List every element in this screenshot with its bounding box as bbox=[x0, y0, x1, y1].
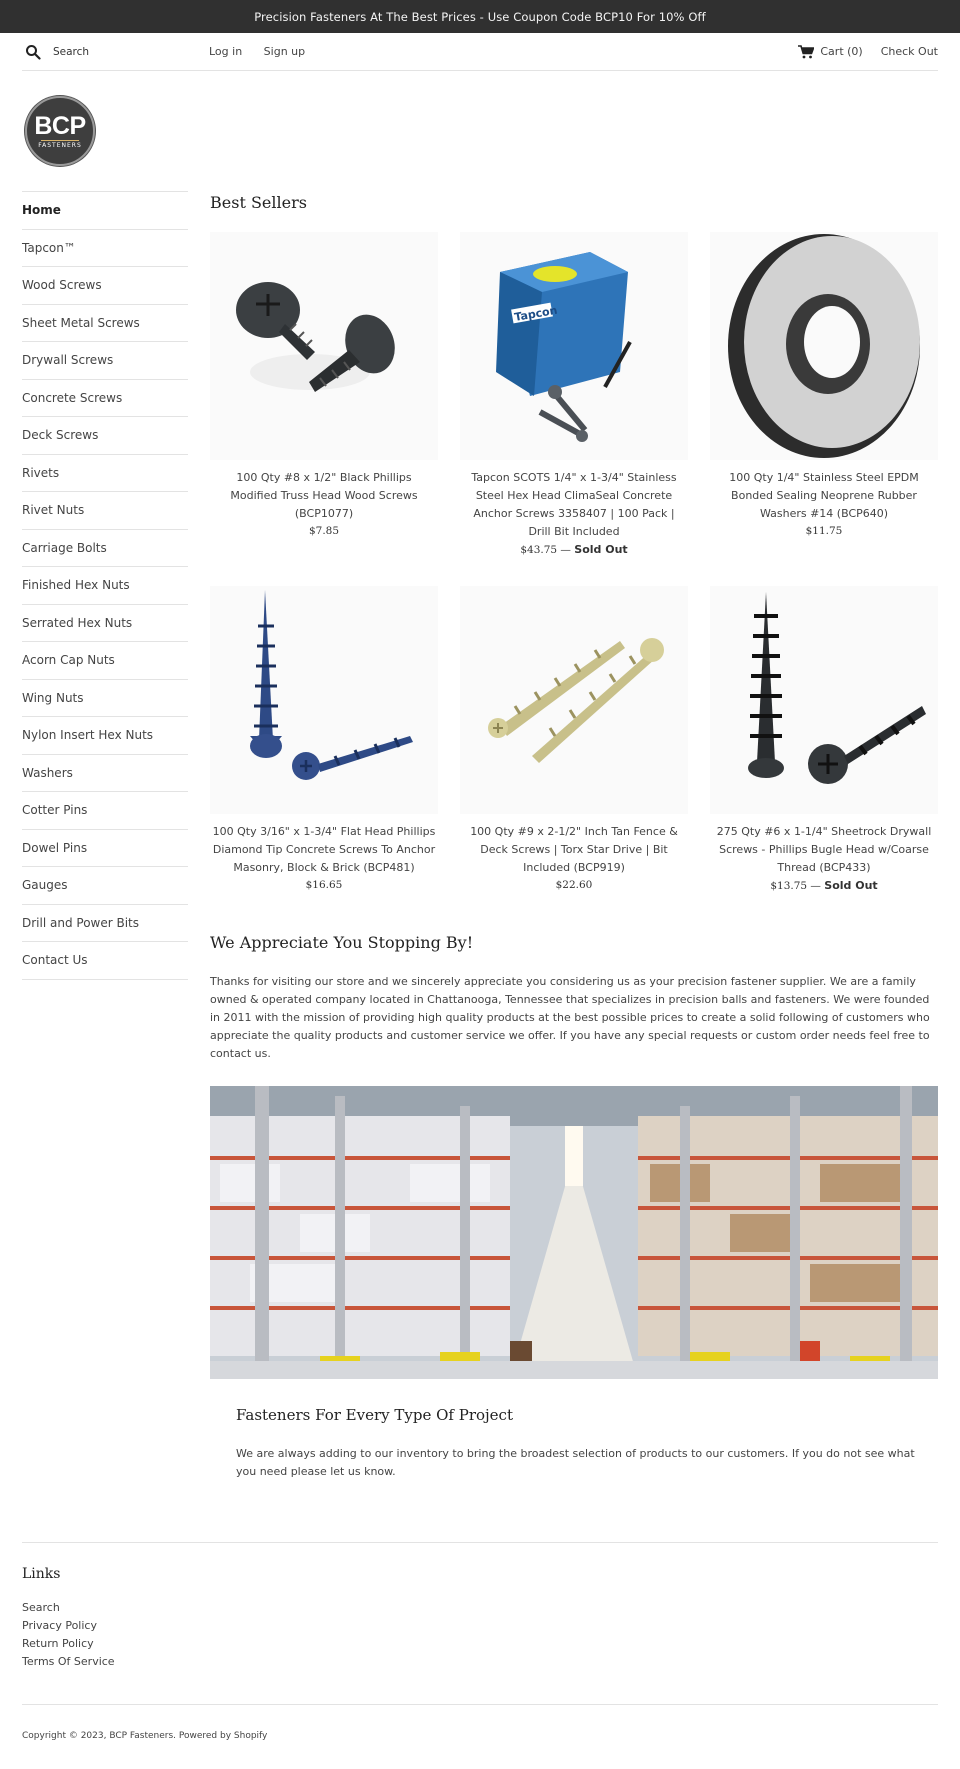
footer-links-title: Links bbox=[22, 1566, 61, 1582]
nav-item-cotter-pins[interactable]: Cotter Pins bbox=[22, 792, 188, 830]
product-name[interactable]: 100 Qty #9 x 2-1/2" Inch Tan Fence & Deck Screws | Torx Star Drive | Bit Included (BCP919) bbox=[470, 825, 678, 874]
product-image[interactable] bbox=[460, 232, 688, 460]
nav-item-acorn-cap-nuts[interactable]: Acorn Cap Nuts bbox=[22, 642, 188, 680]
nav-item-tapcon[interactable]: Tapcon™ bbox=[22, 230, 188, 268]
feature-text: We are always adding to our inventory to bring the broadest selection of products to our customers. If you do not see what you need please let us know. bbox=[236, 1447, 915, 1478]
footer-link-privacy-policy[interactable]: Privacy Policy bbox=[22, 1619, 97, 1632]
product-card[interactable] bbox=[210, 586, 438, 894]
product-image[interactable] bbox=[210, 232, 438, 460]
product-card[interactable] bbox=[710, 232, 938, 540]
product-price: $13.75 — Sold Out bbox=[770, 879, 878, 892]
nav-item-wood-screws[interactable]: Wood Screws bbox=[22, 267, 188, 305]
price-value: $16.65 bbox=[305, 879, 343, 891]
nav-item-gauges[interactable]: Gauges bbox=[22, 867, 188, 905]
product-name[interactable]: Tapcon SCOTS 1/4" x 1-3/4" Stainless Steel Hex Head ClimaSeal Concrete Anchor Screws 3358407 | 100 Pack | Drill Bit Included bbox=[471, 471, 677, 538]
nav-item-drywall-screws[interactable]: Drywall Screws bbox=[22, 342, 188, 380]
logo-main-text: BCP bbox=[34, 111, 86, 140]
product-card[interactable] bbox=[710, 586, 938, 895]
search-input[interactable] bbox=[53, 46, 183, 58]
product-card[interactable] bbox=[460, 232, 688, 559]
logo-divider bbox=[41, 140, 79, 141]
nav-item-home[interactable]: Home bbox=[22, 192, 188, 230]
product-name[interactable]: 100 Qty 1/4" Stainless Steel EPDM Bonded Sealing Neoprene Rubber Washers #14 (BCP640) bbox=[729, 471, 919, 520]
nav-item-dowel-pins[interactable]: Dowel Pins bbox=[22, 830, 188, 868]
nav-item-serrated-hex-nuts[interactable]: Serrated Hex Nuts bbox=[22, 605, 188, 643]
product-price bbox=[210, 877, 438, 894]
account-links bbox=[209, 45, 323, 58]
footer-divider bbox=[22, 1542, 938, 1543]
product-price: $43.75 — Sold Out bbox=[520, 543, 628, 556]
product-price bbox=[210, 523, 438, 540]
price-value: $13.75 bbox=[770, 880, 808, 892]
nav-item-rivets[interactable]: Rivets bbox=[22, 455, 188, 493]
price-value: $22.60 bbox=[555, 879, 593, 891]
top-bar bbox=[22, 33, 938, 71]
sold-out-label: Sold Out bbox=[824, 879, 878, 892]
product-price bbox=[710, 523, 938, 540]
nav-item-wing-nuts[interactable]: Wing Nuts bbox=[22, 680, 188, 718]
nav-item-washers[interactable]: Washers bbox=[22, 755, 188, 793]
footer-link-terms-of-service[interactable]: Terms Of Service bbox=[22, 1655, 115, 1668]
svg-text:Tapcon: Tapcon bbox=[513, 303, 559, 325]
footer-links bbox=[22, 1599, 115, 1671]
nav-item-rivet-nuts[interactable]: Rivet Nuts bbox=[22, 492, 188, 530]
product-price bbox=[460, 877, 688, 894]
cart-link[interactable] bbox=[798, 45, 862, 59]
nav-item-carriage-bolts[interactable]: Carriage Bolts bbox=[22, 530, 188, 568]
announcement-text: Precision Fasteners At The Best Prices - Use Coupon Code BCP10 For 10% Off bbox=[254, 9, 706, 24]
footer-link-search[interactable]: Search bbox=[22, 1601, 60, 1614]
price-value: $11.75 bbox=[805, 525, 843, 537]
store-logo[interactable] bbox=[25, 96, 95, 166]
product-image[interactable] bbox=[710, 586, 938, 814]
nav-item-deck-screws[interactable]: Deck Screws bbox=[22, 417, 188, 455]
warehouse-image bbox=[210, 1086, 938, 1379]
appreciate-text: Thanks for visiting our store and we sincerely appreciate you considering us as your precision fastener supplier. We are a family owned & operated company located in Chattanooga, Tennessee that specializes in precision balls and fasteners. We were founded in 2011 with the mission of providing high quality products at the best possible prices to create a solid following of customers who appreciate the quality products and customer service we offer. If you have any special requests or custom order needs feel free to contact us. bbox=[210, 975, 930, 1060]
best-sellers-title: Best Sellers bbox=[210, 193, 307, 212]
nav-item-finished-hex-nuts[interactable]: Finished Hex Nuts bbox=[22, 567, 188, 605]
nav-item-contact-us[interactable]: Contact Us bbox=[22, 942, 188, 980]
cart-icon bbox=[798, 45, 814, 59]
footer-divider bbox=[22, 1704, 938, 1705]
product-name[interactable]: 100 Qty #8 x 1/2" Black Phillips Modified Truss Head Wood Screws (BCP1077) bbox=[230, 471, 418, 520]
footer-link-return-policy[interactable]: Return Policy bbox=[22, 1637, 94, 1650]
product-image[interactable] bbox=[460, 586, 688, 814]
nav-item-nylon-insert-hex-nuts[interactable]: Nylon Insert Hex Nuts bbox=[22, 717, 188, 755]
product-card[interactable] bbox=[460, 586, 688, 894]
appreciate-title: We Appreciate You Stopping By! bbox=[210, 933, 474, 952]
sold-out-label: Sold Out bbox=[574, 543, 628, 556]
nav-item-drill-power-bits[interactable]: Drill and Power Bits bbox=[22, 905, 188, 943]
copyright-text: Copyright © 2023, BCP Fasteners. Powered by Shopify bbox=[22, 1731, 268, 1741]
sidebar-nav bbox=[22, 191, 188, 980]
search-icon[interactable] bbox=[25, 44, 41, 60]
cart-area bbox=[798, 45, 938, 59]
product-name[interactable]: 275 Qty #6 x 1-1/4" Sheetrock Drywall Screws - Phillips Bugle Head w/Coarse Thread (BCP433) bbox=[716, 825, 932, 874]
search-form bbox=[22, 44, 209, 60]
cart-label: Cart (0) bbox=[820, 45, 863, 58]
announcement-bar bbox=[0, 0, 960, 33]
feature-title: Fasteners For Every Type Of Project bbox=[236, 1406, 513, 1424]
login-link[interactable]: Log in bbox=[209, 45, 243, 58]
price-value: $7.85 bbox=[308, 525, 340, 537]
product-name[interactable]: 100 Qty 3/16" x 1-3/4" Flat Head Phillips Diamond Tip Concrete Screws To Anchor Masonry, Block & Brick (BCP481) bbox=[212, 825, 436, 874]
product-image[interactable] bbox=[210, 586, 438, 814]
nav-item-sheet-metal-screws[interactable]: Sheet Metal Screws bbox=[22, 305, 188, 343]
signup-link[interactable]: Sign up bbox=[263, 45, 306, 58]
product-card[interactable] bbox=[210, 232, 438, 540]
logo-sub-text: FASTENERS bbox=[38, 141, 82, 149]
checkout-link[interactable]: Check Out bbox=[880, 45, 938, 58]
product-image[interactable] bbox=[710, 232, 938, 460]
nav-item-concrete-screws[interactable]: Concrete Screws bbox=[22, 380, 188, 418]
price-value: $43.75 bbox=[520, 544, 558, 556]
